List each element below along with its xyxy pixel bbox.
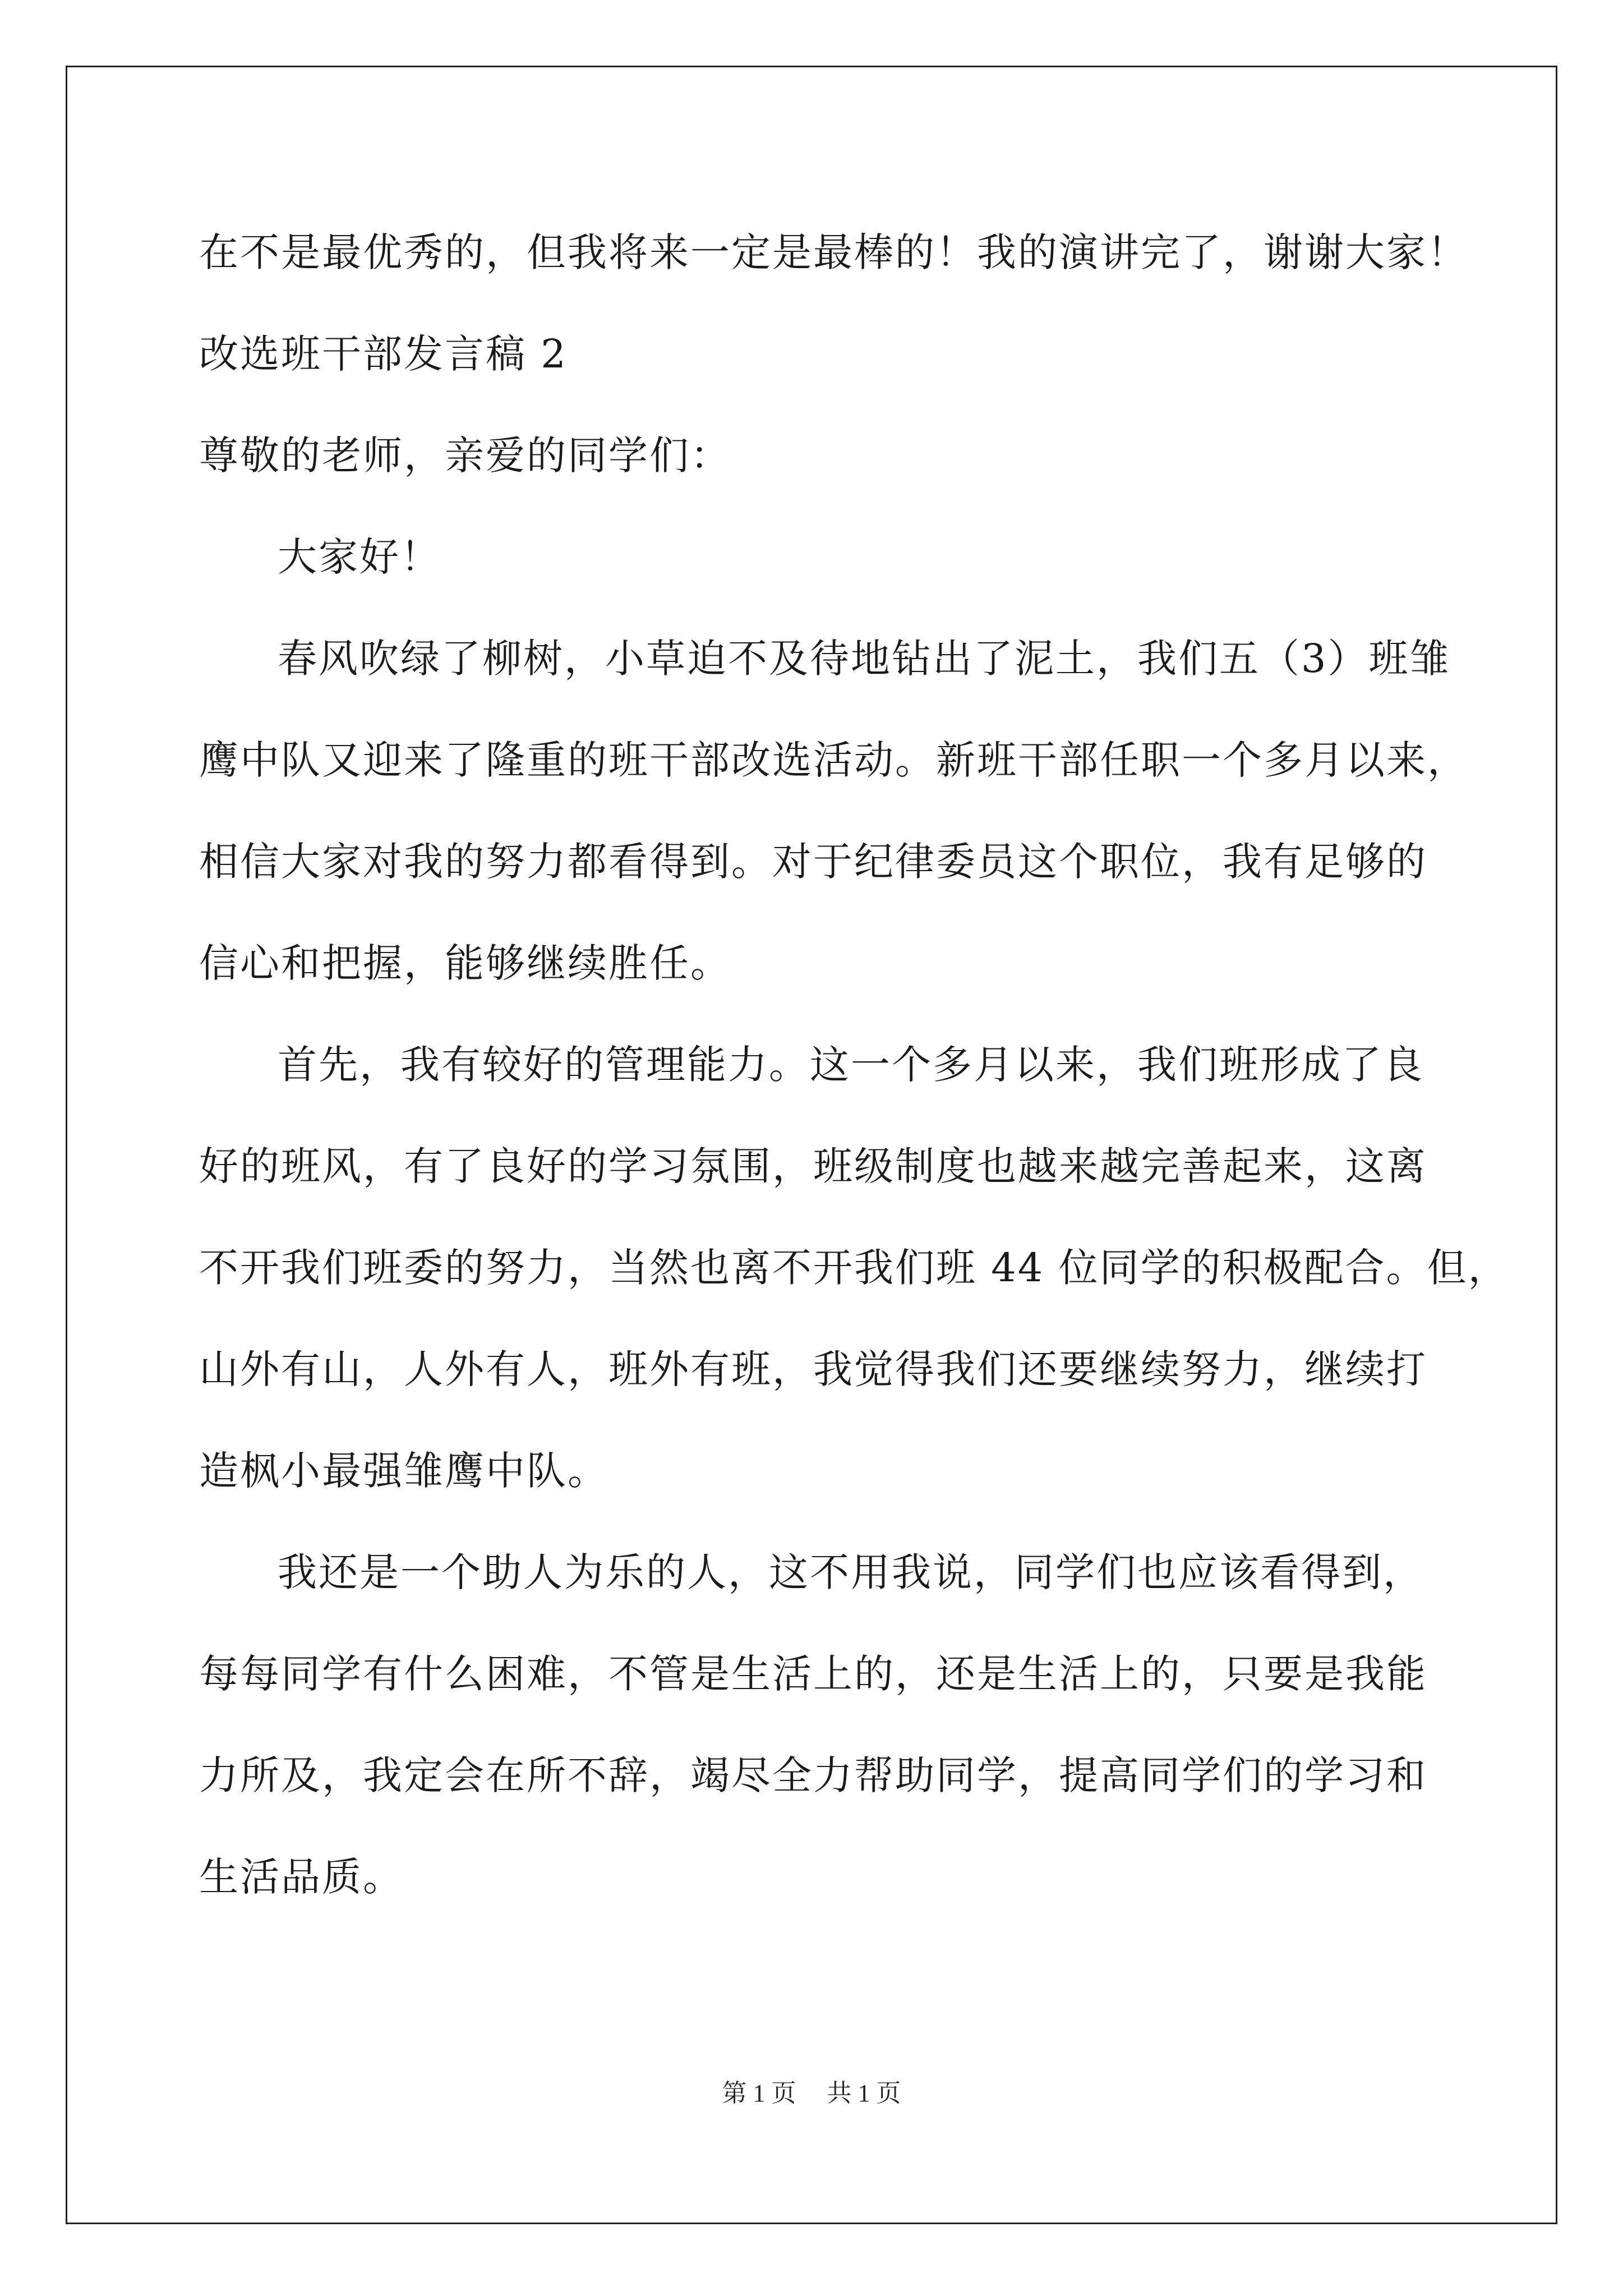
paragraph-1-line: 信心和把握，能够继续胜任。	[199, 940, 731, 986]
paragraph-2-line: 不开我们班委的努力，当然也离不开我们班 44 位同学的积极配合。但，	[199, 1245, 1509, 1291]
paragraph-1-line: 春风吹绿了柳树，小草迫不及待地钻出了泥土，我们五（3）班雏	[278, 636, 1451, 682]
page-total: 共 1 页	[827, 2079, 901, 2107]
paragraph-1-line: 相信大家对我的努力都看得到。对于纪律委员这个职位，我有足够的	[199, 839, 1427, 885]
paragraph-2-line: 首先，我有较好的管理能力。这一个多月以来，我们班形成了良	[278, 1042, 1424, 1088]
section-heading: 改选班干部发言稿 2	[199, 331, 568, 377]
greeting: 大家好！	[278, 534, 441, 580]
page-number: 第 1 页	[722, 2079, 796, 2107]
paragraph-2-line: 好的班风，有了良好的学习氛围，班级制度也越来越完善起来，这离	[199, 1143, 1427, 1189]
paragraph-3-line: 力所及，我定会在所不辞，竭尽全力帮助同学，提高同学们的学习和	[199, 1752, 1427, 1798]
salutation: 尊敬的老师，亲爱的同学们：	[199, 432, 731, 478]
paragraph-2-line: 山外有山，人外有人，班外有班，我觉得我们还要继续努力，继续打	[199, 1346, 1427, 1392]
paragraph-3-line: 生活品质。	[199, 1854, 404, 1900]
text-line: 在不是最优秀的，但我将来一定是最棒的！我的演讲完了，谢谢大家！	[199, 229, 1468, 275]
page-footer	[0, 2073, 1623, 2109]
paragraph-3-line: 每每同学有什么困难，不管是生活上的，还是生活上的，只要是我能	[199, 1651, 1427, 1697]
paragraph-3-line: 我还是一个助人为乐的人，这不用我说，同学们也应该看得到，	[278, 1549, 1424, 1595]
paragraph-2-line: 造枫小最强雏鹰中队。	[199, 1448, 608, 1494]
paragraph-1-line: 鹰中队又迎来了隆重的班干部改选活动。新班干部任职一个多月以来，	[199, 737, 1468, 783]
document-body	[199, 202, 1509, 1928]
